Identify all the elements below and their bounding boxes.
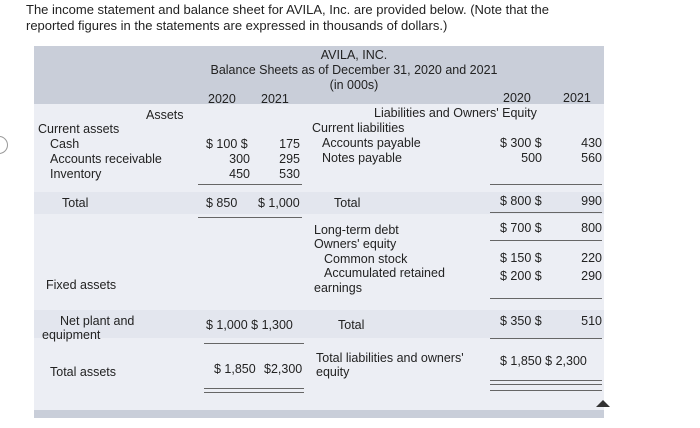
total-assets-2020: $ 1,850 — [214, 362, 256, 376]
table-bottom-band — [34, 410, 604, 418]
total-double-rule — [490, 390, 602, 391]
net-plant-label-2: equipment — [42, 328, 101, 342]
total-current-liabilities-2020: $ 800 $ — [500, 194, 542, 208]
retained-2021: 290 — [581, 269, 602, 283]
total-current-assets-2021: $ 1,000 — [258, 196, 300, 210]
units-note: (in 000s) — [329, 78, 379, 92]
inventory-2020: 450 — [229, 167, 250, 181]
current-assets-heading: Current assets — [38, 122, 120, 136]
subtotal-rule — [490, 240, 602, 241]
total-double-rule — [204, 392, 304, 393]
subtotal-rule — [204, 343, 304, 344]
total-current-liabilities-2021: 990 — [581, 194, 602, 208]
subtotal-rule — [490, 298, 602, 299]
sheet-subtitle: Balance Sheets as of December 31, 2020 and 2021 — [210, 63, 498, 77]
total-double-rule — [490, 384, 602, 385]
long-term-debt-2020: $ 700 $ — [500, 221, 542, 235]
radio-button[interactable] — [0, 136, 8, 154]
total-assets-label: Total assets — [50, 365, 117, 379]
owners-equity-heading: Owners' equity — [314, 237, 397, 251]
total-liabilities-values: $ 1,850 $ 2,300 — [500, 354, 587, 368]
subtotal-rule — [490, 212, 602, 213]
notes-2020: 500 — [521, 151, 542, 165]
total-liabilities-label-1: Total liabilities and owners' — [316, 351, 464, 365]
company-name: AVILA, INC. — [320, 48, 388, 62]
scroll-up-icon[interactable] — [596, 400, 610, 407]
net-plant-label-1: Net plant and — [60, 314, 135, 328]
common-stock-2020: $ 150 $ — [500, 251, 542, 265]
subtotal-rule — [198, 217, 302, 218]
notes-label: Notes payable — [322, 151, 402, 165]
total-double-rule — [204, 388, 304, 389]
long-term-debt-label: Long-term debt — [314, 223, 399, 237]
total-liabilities-label-2: equity — [316, 365, 350, 379]
payable-label: Accounts payable — [322, 136, 421, 150]
total-double-rule — [490, 380, 602, 381]
total-equity-2020: $ 350 $ — [500, 314, 542, 328]
common-stock-2021: 220 — [581, 251, 602, 265]
net-plant-values: $ 1,000 $ 1,300 — [206, 318, 293, 332]
year-2021-liabilities: 2021 — [563, 91, 591, 105]
common-stock-label: Common stock — [324, 252, 408, 266]
cash-2020: $ 100 $ — [206, 137, 248, 151]
year-2020-assets: 2020 — [208, 92, 236, 106]
long-term-debt-2021: 800 — [581, 221, 602, 235]
retained-label-2: earnings — [314, 281, 362, 295]
subtotal-rule — [490, 338, 602, 339]
intro-text: The income statement and balance sheet for AVILA, Inc. are provided below. (Note that the reported figures in the statements are expressed in thousands of dollars.) — [26, 2, 549, 33]
total-current-liabilities-label: Total — [334, 196, 361, 210]
total-current-assets-2020: $ 850 — [206, 196, 238, 210]
cash-2021: 175 — [279, 137, 300, 151]
notes-2021: 560 — [581, 151, 602, 165]
receivable-2020: 300 — [229, 152, 250, 166]
fixed-assets-heading: Fixed assets — [46, 278, 117, 292]
total-equity-label: Total — [338, 318, 365, 332]
inventory-2021: 530 — [279, 167, 300, 181]
cash-label: Cash — [50, 137, 80, 151]
subtotal-rule — [198, 184, 302, 185]
inventory-label: Inventory — [50, 167, 102, 181]
subtotal-rule — [490, 184, 602, 185]
receivable-label: Accounts receivable — [50, 152, 162, 166]
payable-2021: 430 — [581, 136, 602, 150]
receivable-2021: 295 — [279, 152, 300, 166]
year-2021-assets: 2021 — [261, 92, 289, 106]
year-2020-liabilities: 2020 — [503, 91, 531, 105]
payable-2020: $ 300 $ — [500, 136, 542, 150]
retained-label-1: Accumulated retained — [324, 266, 445, 280]
liabilities-heading: Liabilities and Owners' Equity — [374, 106, 537, 120]
assets-heading: Assets — [146, 108, 184, 122]
retained-2020: $ 200 $ — [500, 269, 542, 283]
total-equity-2021: 510 — [581, 314, 602, 328]
total-assets-2021: $2,300 — [264, 362, 303, 376]
current-liabilities-heading: Current liabilities — [312, 121, 405, 135]
total-current-assets-label: Total — [62, 196, 89, 210]
